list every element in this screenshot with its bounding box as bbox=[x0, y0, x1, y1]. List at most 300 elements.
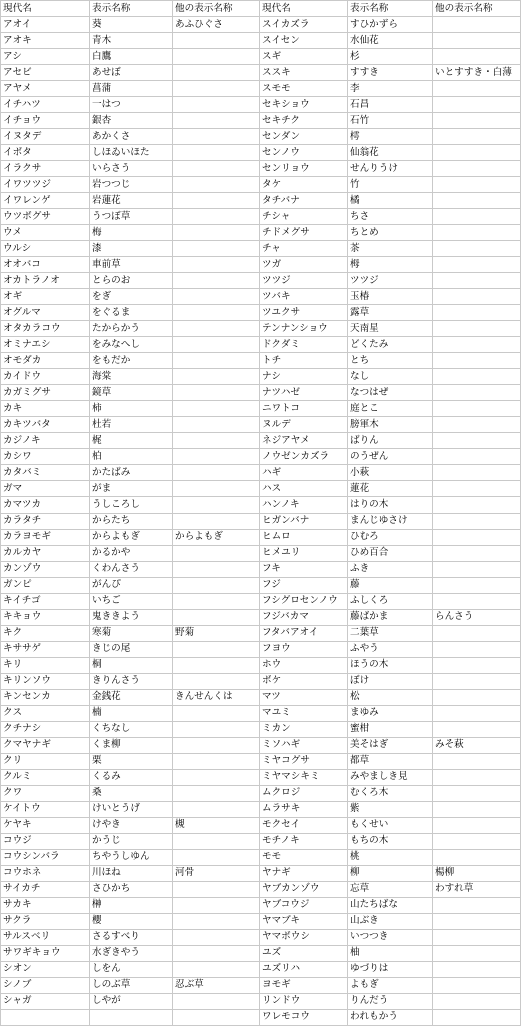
other-display-name-cell bbox=[173, 353, 260, 369]
modern-name-cell: ススキ bbox=[260, 65, 348, 81]
other-display-name-cell bbox=[173, 801, 260, 817]
other-display-name-cell bbox=[173, 833, 260, 849]
display-name-cell: ゆづりは bbox=[348, 961, 433, 977]
display-name-cell: からよもぎ bbox=[90, 529, 173, 545]
modern-name-cell: ナツハゼ bbox=[260, 385, 348, 401]
display-name-cell: どくたみ bbox=[348, 337, 433, 353]
other-display-name-cell bbox=[433, 929, 521, 945]
modern-name-cell bbox=[1, 1009, 90, 1025]
other-display-name-cell bbox=[173, 737, 260, 753]
other-display-name-cell bbox=[173, 209, 260, 225]
other-display-name-cell bbox=[173, 65, 260, 81]
table-row bbox=[1, 705, 521, 721]
modern-name-cell: コウホネ bbox=[1, 865, 90, 881]
other-display-name-cell bbox=[433, 593, 521, 609]
other-display-name-cell bbox=[173, 897, 260, 913]
modern-name-cell: ヒガンバナ bbox=[260, 513, 348, 529]
other-display-name-cell bbox=[173, 465, 260, 481]
other-display-name-cell bbox=[433, 1009, 521, 1025]
modern-name-cell: ヤブカンゾウ bbox=[260, 881, 348, 897]
modern-name-cell: ミカン bbox=[260, 721, 348, 737]
other-display-name-cell bbox=[173, 545, 260, 561]
modern-name-cell: アヤメ bbox=[1, 81, 90, 97]
display-name-cell: 栗 bbox=[90, 753, 173, 769]
modern-name-cell: フシグロセンノウ bbox=[260, 593, 348, 609]
table-row bbox=[1, 193, 521, 209]
display-name-cell: 都草 bbox=[348, 753, 433, 769]
modern-name-cell: ムラサキ bbox=[260, 801, 348, 817]
table-row bbox=[1, 129, 521, 145]
display-name-cell: けいとうげ bbox=[90, 801, 173, 817]
table-row bbox=[1, 833, 521, 849]
other-display-name-cell bbox=[433, 81, 521, 97]
modern-name-cell: ナシ bbox=[260, 369, 348, 385]
modern-name-cell: カタバミ bbox=[1, 465, 90, 481]
modern-name-cell: キキョウ bbox=[1, 609, 90, 625]
other-display-name-cell bbox=[433, 33, 521, 49]
modern-name-cell: イチョウ bbox=[1, 113, 90, 129]
table-row bbox=[1, 305, 521, 321]
modern-name-cell: フキ bbox=[260, 561, 348, 577]
display-name-cell: くわんさう bbox=[90, 561, 173, 577]
modern-name-cell: サイカチ bbox=[1, 881, 90, 897]
modern-name-cell: ツバキ bbox=[260, 289, 348, 305]
display-name-cell: 鏡草 bbox=[90, 385, 173, 401]
other-display-name-cell: 野菊 bbox=[173, 625, 260, 641]
display-name-cell: 桐 bbox=[90, 657, 173, 673]
table-row bbox=[1, 753, 521, 769]
display-name-cell: しほゐいほた bbox=[90, 145, 173, 161]
modern-name-cell: シノブ bbox=[1, 977, 90, 993]
display-name-cell: ひめ百合 bbox=[348, 545, 433, 561]
other-display-name-cell bbox=[173, 305, 260, 321]
other-display-name-cell bbox=[173, 113, 260, 129]
modern-name-cell: シオン bbox=[1, 961, 90, 977]
display-name-cell: 柳 bbox=[348, 865, 433, 881]
modern-name-cell: ホウ bbox=[260, 657, 348, 673]
display-name-cell: 梶 bbox=[90, 433, 173, 449]
display-name-cell: 小萩 bbox=[348, 465, 433, 481]
modern-name-cell: フジバカマ bbox=[260, 609, 348, 625]
modern-name-cell: イボタ bbox=[1, 145, 90, 161]
other-display-name-cell bbox=[433, 753, 521, 769]
other-display-name-cell bbox=[173, 673, 260, 689]
other-display-name-cell bbox=[173, 289, 260, 305]
other-display-name-cell bbox=[433, 561, 521, 577]
display-name-cell: まゆみ bbox=[348, 705, 433, 721]
other-display-name-cell: からよもぎ bbox=[173, 529, 260, 545]
other-display-name-cell bbox=[433, 401, 521, 417]
header-display-name: 表示名称 bbox=[348, 1, 433, 17]
display-name-cell: 竹 bbox=[348, 177, 433, 193]
modern-name-cell: オオバコ bbox=[1, 257, 90, 273]
modern-name-cell: クマヤナギ bbox=[1, 737, 90, 753]
table-row bbox=[1, 225, 521, 241]
display-name-cell: 柚 bbox=[348, 945, 433, 961]
display-name-cell: くるみ bbox=[90, 769, 173, 785]
other-display-name-cell bbox=[433, 977, 521, 993]
header-other-display-name: 他の表示名称 bbox=[173, 1, 260, 17]
display-name-cell: 菖蒲 bbox=[90, 81, 173, 97]
table-row bbox=[1, 641, 521, 657]
modern-name-cell: ミヤマシキミ bbox=[260, 769, 348, 785]
modern-name-cell: クチナシ bbox=[1, 721, 90, 737]
modern-name-cell: イチハツ bbox=[1, 97, 90, 113]
modern-name-cell: チドメグサ bbox=[260, 225, 348, 241]
header-modern-name: 現代名 bbox=[1, 1, 90, 17]
other-display-name-cell: 忍ぶ草 bbox=[173, 977, 260, 993]
display-name-cell: すひかずら bbox=[348, 17, 433, 33]
modern-name-cell: コウジ bbox=[1, 833, 90, 849]
display-name-cell: くま柳 bbox=[90, 737, 173, 753]
display-name-cell: 玉椿 bbox=[348, 289, 433, 305]
modern-name-cell: ネジアヤメ bbox=[260, 433, 348, 449]
modern-name-cell: ヌルデ bbox=[260, 417, 348, 433]
table-row bbox=[1, 241, 521, 257]
modern-name-cell: カラタチ bbox=[1, 513, 90, 529]
modern-name-cell: ガンピ bbox=[1, 577, 90, 593]
modern-name-cell: セキチク bbox=[260, 113, 348, 129]
display-name-cell: 藤 bbox=[348, 577, 433, 593]
table-row bbox=[1, 65, 521, 81]
other-display-name-cell bbox=[173, 929, 260, 945]
display-name-cell: 柏 bbox=[90, 449, 173, 465]
modern-name-cell: カシワ bbox=[1, 449, 90, 465]
other-display-name-cell bbox=[433, 417, 521, 433]
modern-name-cell: ハギ bbox=[260, 465, 348, 481]
other-display-name-cell bbox=[173, 273, 260, 289]
other-display-name-cell bbox=[433, 801, 521, 817]
display-name-cell: 忘草 bbox=[348, 881, 433, 897]
display-name-cell: かたばみ bbox=[90, 465, 173, 481]
display-name-cell: 榊 bbox=[90, 897, 173, 913]
modern-name-cell: コウシンバラ bbox=[1, 849, 90, 865]
display-name-cell: 栂 bbox=[348, 257, 433, 273]
other-display-name-cell bbox=[433, 433, 521, 449]
table-row bbox=[1, 865, 521, 881]
modern-name-cell: ノウゼンカズラ bbox=[260, 449, 348, 465]
display-name-cell: 李 bbox=[348, 81, 433, 97]
other-display-name-cell bbox=[433, 193, 521, 209]
other-display-name-cell bbox=[173, 497, 260, 513]
modern-name-cell: アオキ bbox=[1, 33, 90, 49]
display-name-cell: 蜜柑 bbox=[348, 721, 433, 737]
other-display-name-cell bbox=[173, 753, 260, 769]
display-name-cell: ひむろ bbox=[348, 529, 433, 545]
other-display-name-cell bbox=[433, 113, 521, 129]
modern-name-cell: アセビ bbox=[1, 65, 90, 81]
modern-name-cell: キク bbox=[1, 625, 90, 641]
modern-name-cell: タチバナ bbox=[260, 193, 348, 209]
modern-name-cell: キリンソウ bbox=[1, 673, 90, 689]
display-name-cell: しのぶ草 bbox=[90, 977, 173, 993]
modern-name-cell: イワレンゲ bbox=[1, 193, 90, 209]
other-display-name-cell bbox=[173, 1009, 260, 1025]
other-display-name-cell bbox=[433, 497, 521, 513]
other-display-name-cell bbox=[433, 689, 521, 705]
display-name-cell: 蓮花 bbox=[348, 481, 433, 497]
other-display-name-cell bbox=[433, 385, 521, 401]
other-display-name-cell bbox=[433, 369, 521, 385]
display-name-cell: しをん bbox=[90, 961, 173, 977]
display-name-cell: ちやうしゆん bbox=[90, 849, 173, 865]
other-display-name-cell bbox=[173, 641, 260, 657]
table-row bbox=[1, 97, 521, 113]
table-row bbox=[1, 1009, 521, 1025]
table-row bbox=[1, 689, 521, 705]
table-row bbox=[1, 417, 521, 433]
display-name-cell: 紫 bbox=[348, 801, 433, 817]
other-display-name-cell bbox=[433, 209, 521, 225]
modern-name-cell: カキツバタ bbox=[1, 417, 90, 433]
other-display-name-cell bbox=[433, 545, 521, 561]
display-name-cell: けやき bbox=[90, 817, 173, 833]
other-display-name-cell bbox=[433, 657, 521, 673]
other-display-name-cell bbox=[173, 385, 260, 401]
display-name-cell: ふやう bbox=[348, 641, 433, 657]
other-display-name-cell bbox=[173, 609, 260, 625]
display-name-cell: 梅 bbox=[90, 225, 173, 241]
other-display-name-cell bbox=[173, 417, 260, 433]
header-other-display-name: 他の表示名称 bbox=[433, 1, 521, 17]
other-display-name-cell bbox=[173, 81, 260, 97]
modern-name-cell: ヒムロ bbox=[260, 529, 348, 545]
other-display-name-cell: 河骨 bbox=[173, 865, 260, 881]
display-name-cell: はりの木 bbox=[348, 497, 433, 513]
display-name-cell: ほうの木 bbox=[348, 657, 433, 673]
other-display-name-cell bbox=[173, 721, 260, 737]
display-name-cell: われもかう bbox=[348, 1009, 433, 1025]
display-name-cell: きりんさう bbox=[90, 673, 173, 689]
modern-name-cell: テンナンショウ bbox=[260, 321, 348, 337]
other-display-name-cell bbox=[433, 465, 521, 481]
display-name-cell: ツツジ bbox=[348, 273, 433, 289]
table-row bbox=[1, 881, 521, 897]
modern-name-cell: モクセイ bbox=[260, 817, 348, 833]
other-display-name-cell bbox=[173, 225, 260, 241]
display-name-cell: 藤ばかま bbox=[348, 609, 433, 625]
display-name-cell: 柿 bbox=[90, 401, 173, 417]
other-display-name-cell bbox=[433, 161, 521, 177]
other-display-name-cell bbox=[173, 193, 260, 209]
display-name-cell bbox=[90, 1009, 173, 1025]
modern-name-cell: クリ bbox=[1, 753, 90, 769]
display-name-cell: きじの尾 bbox=[90, 641, 173, 657]
modern-name-cell: ユズリハ bbox=[260, 961, 348, 977]
display-name-cell: 膀軍木 bbox=[348, 417, 433, 433]
display-name-cell: 楠 bbox=[90, 705, 173, 721]
table-row bbox=[1, 609, 521, 625]
modern-name-cell: センノウ bbox=[260, 145, 348, 161]
modern-name-cell: リンドウ bbox=[260, 993, 348, 1009]
modern-name-cell: ウメ bbox=[1, 225, 90, 241]
display-name-cell: 寒菊 bbox=[90, 625, 173, 641]
display-name-cell: みやましき見 bbox=[348, 769, 433, 785]
other-display-name-cell bbox=[433, 49, 521, 65]
modern-name-cell: ハス bbox=[260, 481, 348, 497]
display-name-cell: 鬼ききよう bbox=[90, 609, 173, 625]
modern-name-cell: ケヤキ bbox=[1, 817, 90, 833]
other-display-name-cell bbox=[433, 337, 521, 353]
modern-name-cell: アオイ bbox=[1, 17, 90, 33]
other-display-name-cell bbox=[173, 785, 260, 801]
other-display-name-cell: あふひぐさ bbox=[173, 17, 260, 33]
modern-name-cell: ウルシ bbox=[1, 241, 90, 257]
modern-name-cell: クス bbox=[1, 705, 90, 721]
table-row bbox=[1, 401, 521, 417]
other-display-name-cell bbox=[173, 945, 260, 961]
other-display-name-cell bbox=[173, 145, 260, 161]
display-name-cell: とち bbox=[348, 353, 433, 369]
modern-name-cell: ガマ bbox=[1, 481, 90, 497]
display-name-cell: をみなへし bbox=[90, 337, 173, 353]
other-display-name-cell bbox=[173, 481, 260, 497]
modern-name-cell: モチノキ bbox=[260, 833, 348, 849]
display-name-cell: ぼけ bbox=[348, 673, 433, 689]
other-display-name-cell bbox=[433, 145, 521, 161]
modern-name-cell: キンセンカ bbox=[1, 689, 90, 705]
modern-name-cell: ミヤコグサ bbox=[260, 753, 348, 769]
other-display-name-cell bbox=[173, 849, 260, 865]
display-name-cell: もくせい bbox=[348, 817, 433, 833]
table-row bbox=[1, 209, 521, 225]
display-name-cell: せんりうけ bbox=[348, 161, 433, 177]
display-name-cell: 松 bbox=[348, 689, 433, 705]
other-display-name-cell bbox=[433, 641, 521, 657]
display-name-cell: ちさ bbox=[348, 209, 433, 225]
other-display-name-cell: わすれ草 bbox=[433, 881, 521, 897]
modern-name-cell: センリョウ bbox=[260, 161, 348, 177]
modern-name-cell: スギ bbox=[260, 49, 348, 65]
modern-name-cell: フタバアオイ bbox=[260, 625, 348, 641]
display-name-cell: 山ぶき bbox=[348, 913, 433, 929]
other-display-name-cell bbox=[433, 305, 521, 321]
table-row bbox=[1, 849, 521, 865]
other-display-name-cell bbox=[433, 241, 521, 257]
modern-name-cell: タケ bbox=[260, 177, 348, 193]
other-display-name-cell bbox=[433, 993, 521, 1009]
other-display-name-cell: 楊柳 bbox=[433, 865, 521, 881]
display-name-cell: いつつき bbox=[348, 929, 433, 945]
modern-name-cell: センダン bbox=[260, 129, 348, 145]
modern-name-cell: ヒメユリ bbox=[260, 545, 348, 561]
table-row bbox=[1, 273, 521, 289]
table-row bbox=[1, 497, 521, 513]
table-row bbox=[1, 369, 521, 385]
table-row bbox=[1, 177, 521, 193]
other-display-name-cell bbox=[433, 945, 521, 961]
other-display-name-cell bbox=[173, 369, 260, 385]
modern-name-cell: オカトラノオ bbox=[1, 273, 90, 289]
other-display-name-cell bbox=[173, 129, 260, 145]
modern-name-cell: チシャ bbox=[260, 209, 348, 225]
other-display-name-cell bbox=[173, 97, 260, 113]
display-name-cell: いちご bbox=[90, 593, 173, 609]
display-name-cell: 一はつ bbox=[90, 97, 173, 113]
modern-name-cell: イラクサ bbox=[1, 161, 90, 177]
table-row bbox=[1, 321, 521, 337]
modern-name-cell: カジノキ bbox=[1, 433, 90, 449]
other-display-name-cell bbox=[173, 161, 260, 177]
display-name-cell: 庭とこ bbox=[348, 401, 433, 417]
table-row bbox=[1, 17, 521, 33]
modern-name-cell: ニワトコ bbox=[260, 401, 348, 417]
modern-name-cell: ヨモギ bbox=[260, 977, 348, 993]
modern-name-cell: スイカズラ bbox=[260, 17, 348, 33]
display-name-cell: すすき bbox=[348, 65, 433, 81]
display-name-cell: 青木 bbox=[90, 33, 173, 49]
display-name-cell: あせぼ bbox=[90, 65, 173, 81]
header-display-name: 表示名称 bbox=[90, 1, 173, 17]
modern-name-cell: ワレモコウ bbox=[260, 1009, 348, 1025]
table-row bbox=[1, 977, 521, 993]
display-name-cell: 岩蓮花 bbox=[90, 193, 173, 209]
table-row bbox=[1, 657, 521, 673]
other-display-name-cell bbox=[433, 225, 521, 241]
modern-name-cell: スモモ bbox=[260, 81, 348, 97]
modern-name-cell: カラヨモギ bbox=[1, 529, 90, 545]
other-display-name-cell bbox=[433, 289, 521, 305]
table-row bbox=[1, 529, 521, 545]
table-row bbox=[1, 161, 521, 177]
modern-name-cell: ユズ bbox=[260, 945, 348, 961]
display-name-cell: しやが bbox=[90, 993, 173, 1009]
display-name-cell: なつはぜ bbox=[348, 385, 433, 401]
display-name-cell: ばりん bbox=[348, 433, 433, 449]
display-name-cell: がま bbox=[90, 481, 173, 497]
other-display-name-cell bbox=[433, 721, 521, 737]
table-row bbox=[1, 433, 521, 449]
display-name-cell: よもぎ bbox=[348, 977, 433, 993]
display-name-cell: 露草 bbox=[348, 305, 433, 321]
display-name-cell: をぐるま bbox=[90, 305, 173, 321]
display-name-cell: のうぜん bbox=[348, 449, 433, 465]
table-row bbox=[1, 337, 521, 353]
other-display-name-cell bbox=[433, 673, 521, 689]
modern-name-cell: カキ bbox=[1, 401, 90, 417]
display-name-cell: もちの木 bbox=[348, 833, 433, 849]
modern-name-cell: クワ bbox=[1, 785, 90, 801]
other-display-name-cell bbox=[433, 897, 521, 913]
table-row bbox=[1, 913, 521, 929]
display-name-cell: 美そはぎ bbox=[348, 737, 433, 753]
display-name-cell: 桃 bbox=[348, 849, 433, 865]
modern-name-cell: ムクロジ bbox=[260, 785, 348, 801]
table-row bbox=[1, 897, 521, 913]
display-name-cell: 天南星 bbox=[348, 321, 433, 337]
table-row bbox=[1, 145, 521, 161]
other-display-name-cell bbox=[173, 49, 260, 65]
other-display-name-cell: らんさう bbox=[433, 609, 521, 625]
other-display-name-cell: みそ萩 bbox=[433, 737, 521, 753]
other-display-name-cell bbox=[173, 881, 260, 897]
display-name-cell: まんじゆさけ bbox=[348, 513, 433, 529]
other-display-name-cell bbox=[433, 177, 521, 193]
other-display-name-cell bbox=[173, 257, 260, 273]
display-name-cell: うしころし bbox=[90, 497, 173, 513]
other-display-name-cell bbox=[433, 529, 521, 545]
table-row bbox=[1, 721, 521, 737]
display-name-cell: 杜若 bbox=[90, 417, 173, 433]
other-display-name-cell bbox=[433, 449, 521, 465]
table-row bbox=[1, 385, 521, 401]
display-name-cell: さひかち bbox=[90, 881, 173, 897]
display-name-cell: 岩つつじ bbox=[90, 177, 173, 193]
display-name-cell: からたち bbox=[90, 513, 173, 529]
other-display-name-cell bbox=[173, 657, 260, 673]
display-name-cell: をもだか bbox=[90, 353, 173, 369]
display-name-cell: とらのお bbox=[90, 273, 173, 289]
